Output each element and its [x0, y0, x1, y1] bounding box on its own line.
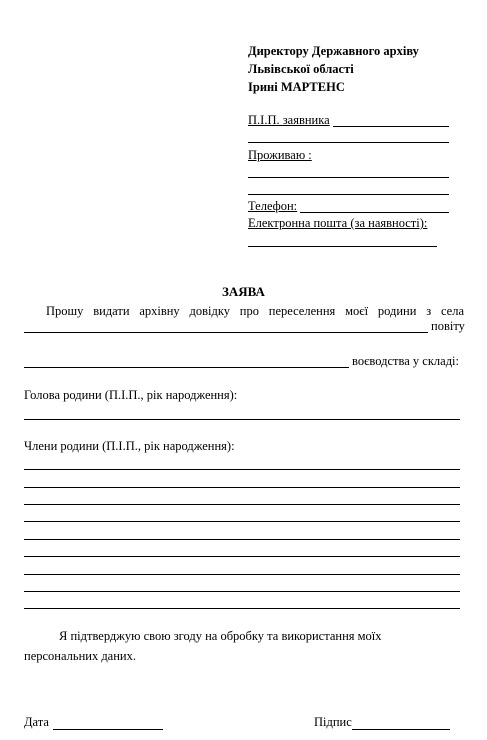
residence-field-2[interactable]: [248, 194, 449, 195]
applicant-name-field[interactable]: [333, 126, 449, 127]
signature-label: Підпис: [314, 715, 352, 729]
email-field[interactable]: [248, 246, 437, 247]
family-member-line[interactable]: [24, 608, 460, 609]
recipient-line-3: Ірині МАРТЕНС: [248, 80, 345, 94]
family-member-line[interactable]: [24, 591, 460, 592]
consent-line-2: персональних даних.: [24, 649, 136, 663]
recipient-block: [248, 42, 419, 96]
head-of-family-label: Голова родини (П.І.П., рік народження):: [24, 388, 238, 402]
signature-field[interactable]: [352, 729, 450, 730]
family-member-line[interactable]: [24, 469, 460, 470]
consent-line-1: Я підтверджую свою згоду на обробку та використання моїх: [59, 629, 382, 643]
request-text: Прошу видати архівну довідку про переселення моєї родини з села: [46, 304, 464, 318]
recipient-line-1: Директору Державного архіву: [248, 44, 419, 58]
district-word: повіту: [431, 319, 465, 333]
family-member-line[interactable]: [24, 574, 460, 575]
date-field[interactable]: [53, 729, 163, 730]
village-field[interactable]: [24, 332, 428, 333]
recipient-line-2: Львівської області: [248, 62, 354, 76]
phone-field[interactable]: [300, 212, 449, 213]
voivodeship-text: воєводства у складі:: [352, 354, 460, 368]
residence-field-1[interactable]: [248, 177, 449, 178]
applicant-name-label: П.І.П. заявника: [248, 113, 330, 127]
voivodeship-field[interactable]: [24, 367, 349, 368]
date-label: Дата: [24, 715, 49, 729]
head-of-family-field[interactable]: [24, 419, 460, 420]
family-member-line[interactable]: [24, 556, 460, 557]
family-member-line[interactable]: [24, 487, 460, 488]
residence-label: Проживаю :: [248, 148, 312, 162]
family-member-line[interactable]: [24, 504, 460, 505]
email-label: Електронна пошта (за наявності):: [248, 216, 428, 230]
family-members-label: Члени родини (П.І.П., рік народження):: [24, 439, 235, 453]
phone-label: Телефон:: [248, 199, 298, 213]
applicant-name-field-2[interactable]: [248, 142, 449, 143]
family-member-line[interactable]: [24, 521, 460, 522]
family-member-line[interactable]: [24, 539, 460, 540]
document-title: ЗАЯВА: [222, 284, 265, 299]
